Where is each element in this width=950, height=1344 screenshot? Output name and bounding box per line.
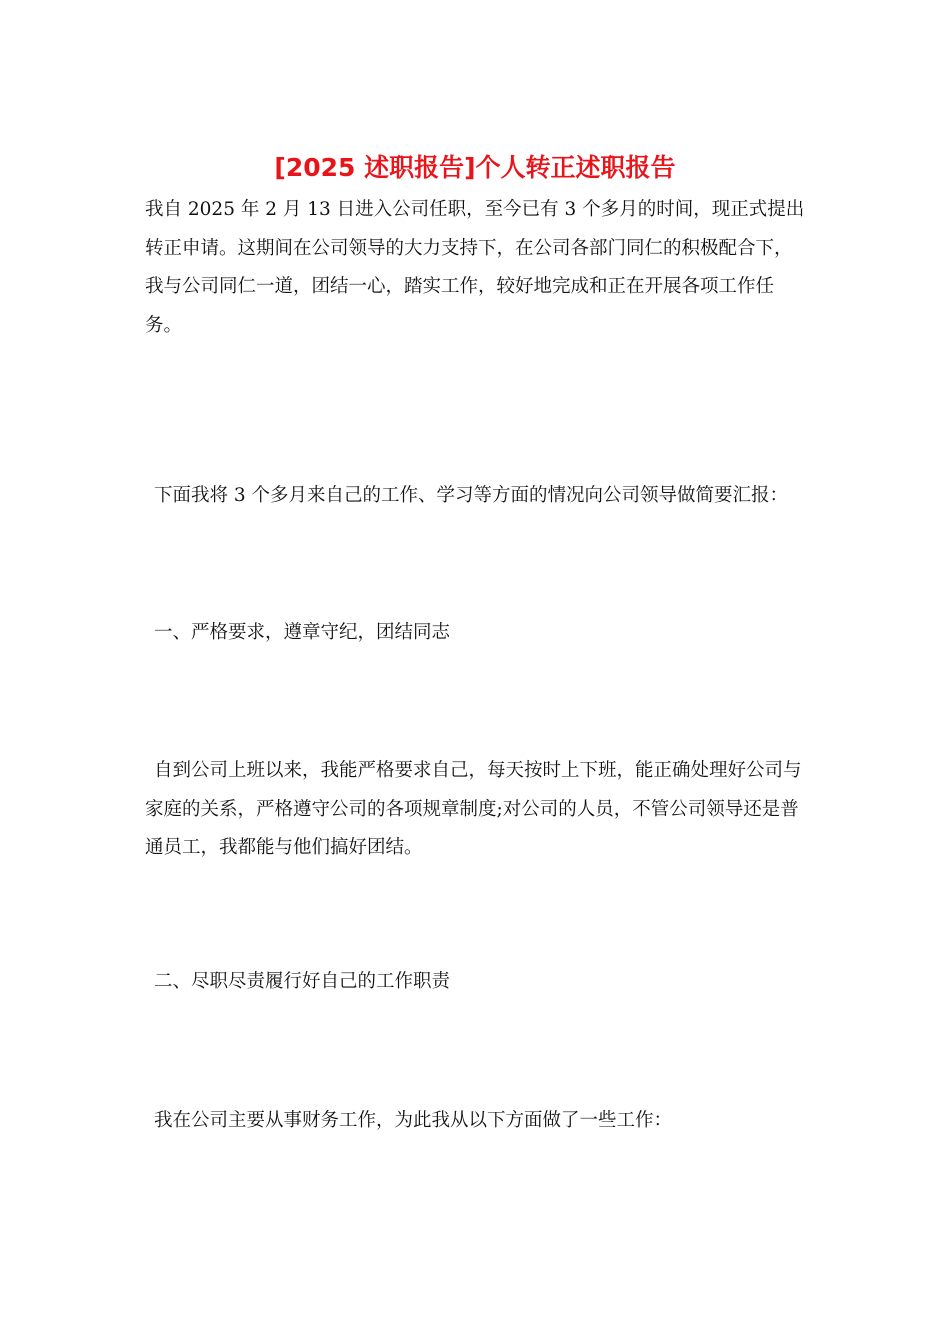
intro-paragraph: 我自 2025 年 2 月 13 日进入公司任职，至今已有 3 个多月的时间，现正式提出转正申请。这期间在公司领导的大力支持下，在公司各部门同仁的积极配合下，我与公司同仁一道，团结一心，踏实工作，较好地完成和正在开展各项工作任务。 [145, 199, 805, 336]
summary-paragraph: 下面我将 3 个多月来自己的工作、学习等方面的情况向公司领导做简要汇报： [154, 485, 789, 506]
section-body-2: 我在公司主要从事财务工作，为此我从以下方面做了一些工作： [154, 1110, 673, 1131]
section-heading-1: 一、严格要求，遵章守纪，团结同志 [154, 622, 451, 643]
section-body-1: 自到公司上班以来，我能严格要求自己，每天按时上下班，能正确处理好公司与家庭的关系，严格遵守公司的各项规章制度;对公司的人员，不管公司领导还是普通员工，我都能与他们搞好团结。 [145, 760, 802, 858]
document-title: [2025 述职报告]个人转正述职报告 [274, 153, 676, 182]
section-heading-2: 二、尽职尽责履行好自己的工作职责 [154, 971, 451, 992]
